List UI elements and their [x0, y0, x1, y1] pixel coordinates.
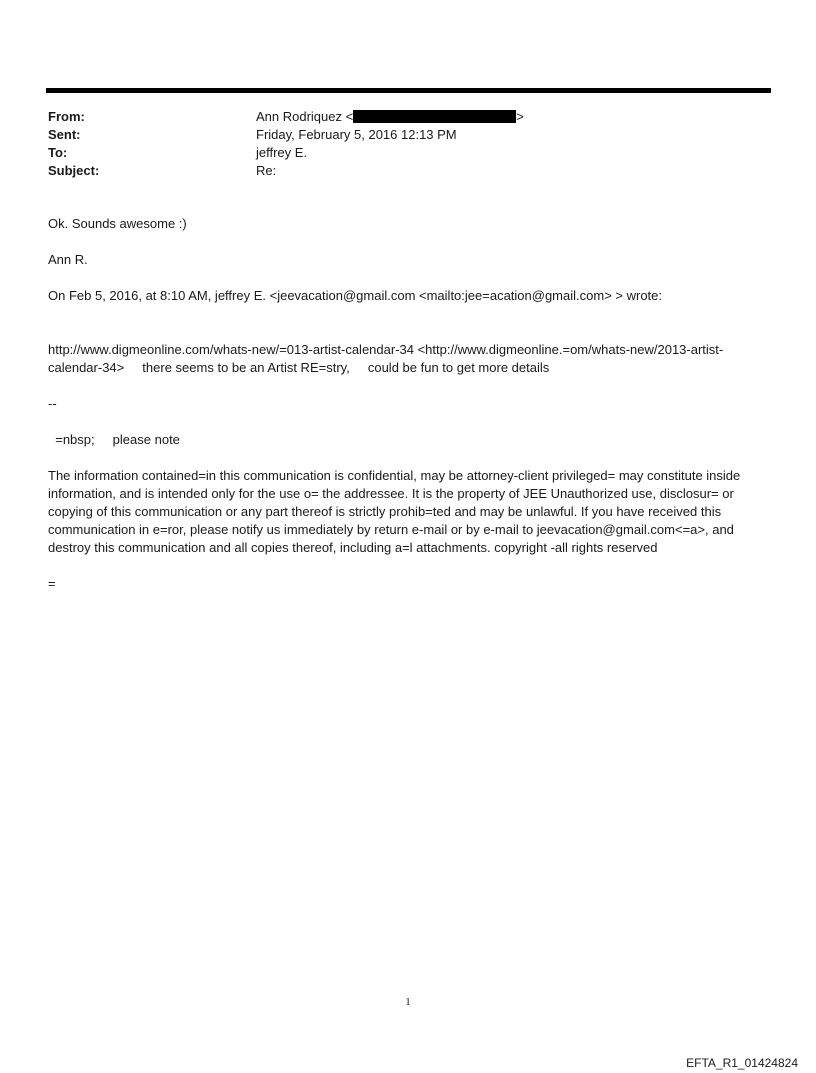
body-line-signature: Ann R. — [48, 252, 88, 267]
from-name: Ann Rodriquez < — [256, 109, 354, 124]
page-number: 1 — [405, 996, 411, 1008]
body-line-quote-header: On Feb 5, 2016, at 8:10 AM, jeffrey E. <jeevacation@gmail.com <mailto:jee=acation@gmail.com> > wrote: — [48, 288, 662, 303]
header-rule — [46, 88, 771, 93]
from-row — [48, 108, 524, 126]
from-close: > — [516, 109, 524, 124]
to-value: jeffrey E. — [256, 145, 308, 160]
sent-row — [48, 126, 524, 144]
from-label: From: — [48, 109, 85, 124]
subject-row — [48, 162, 524, 180]
sent-label: Sent: — [48, 127, 81, 142]
body-line-disclaimer: The information contained=in this communication is confidential, may be attorney-client privileged= may constitute inside information, and is intended only for the use o= the addressee. It is the property of JEE Unauthorized use, disclosur= or copying of this communication or any part thereof is strictly prohib=ted and may be unlawful. If you have received this communication in e=ror, please notify us immediately by return e-mail or by e-mail to jeevacation@gmail.com<=a>, and destroy this communication and all copies thereof, including a=l attachments. copyright -all rights reserved — [48, 468, 744, 555]
subject-value: Re: — [256, 163, 277, 178]
body-line-end: = — [48, 576, 56, 591]
document-id: EFTA_R1_01424824 — [686, 1056, 798, 1070]
from-value — [256, 108, 524, 126]
subject-label: Subject: — [48, 163, 100, 178]
body-line-greeting: Ok. Sounds awesome :) — [48, 216, 187, 231]
body-line-link: http://www.digmeonline.com/whats-new/=013-artist-calendar-34 <http://www.digmeonline.=om/whats-new/2013-artist-calendar-34> there seems to be an Artist RE=stry, could be fun to get more details — [48, 342, 724, 375]
redaction-bar — [353, 110, 516, 123]
to-row — [48, 144, 524, 162]
body-line-separator: -- — [48, 396, 57, 411]
sent-value: Friday, February 5, 2016 12:13 PM — [256, 127, 457, 142]
email-body — [48, 215, 768, 593]
body-line-please-note: =nbsp; please note — [48, 432, 180, 447]
to-label: To: — [48, 145, 68, 160]
email-header — [48, 108, 524, 180]
